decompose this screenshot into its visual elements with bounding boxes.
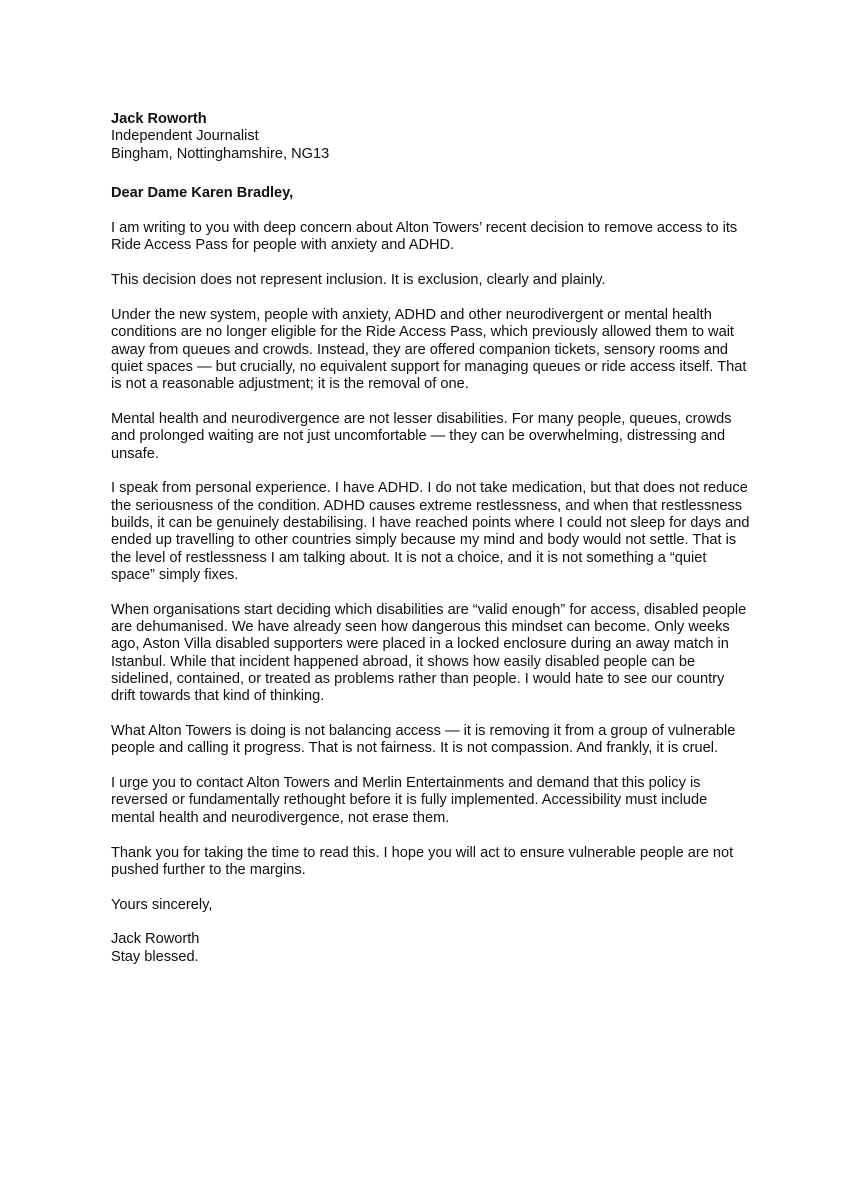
sender-address: Bingham, Nottinghamshire, NG13 xyxy=(111,145,330,162)
closing: Yours sincerely, xyxy=(111,897,213,914)
signature-signoff: Stay blessed. xyxy=(111,948,199,965)
paragraph-exclusion: This decision does not represent inclusion. It is exclusion, clearly and plainly. xyxy=(111,272,606,289)
paragraph-mental-health: Mental health and neurodivergence are not lesser disabilities. For many people, queues, crowds and prolonged waiting are not just uncomfortable — they can be overwhelming, distressing and unsafe. xyxy=(111,411,732,462)
letter-content xyxy=(111,111,751,966)
paragraph-dehumanised: When organisations start deciding which disabilities are “valid enough” for access, disabled people are dehumanised. We have already seen how dangerous this mindset can become. Only weeks ago, Aston Villa disabled supporters were placed in a locked enclosure during an away match in Istanbul. While that incident happened abroad, it shows how easily disabled people can be sidelined, contained, or treated as problems rather than people. I would hate to see our country drift towards that kind of thinking. xyxy=(111,601,747,705)
signature-name: Jack Roworth xyxy=(111,931,200,948)
paragraph-personal-experience: I speak from personal experience. I have ADHD. I do not take medication, but that does not reduce the seriousness of the condition. ADHD causes extreme restlessness, and when that restlessness builds, it can be genuinely destabilising. I have reached points where I could not sleep for days and ended up travelling to other countries simply because my mind and body would not settle. That is the level of restlessness I am talking about. It is not a choice, and it is not something a “quiet space” simply fixes. xyxy=(111,480,750,583)
salutation: Dear Dame Karen Bradley, xyxy=(111,184,294,201)
paragraph-urge: I urge you to contact Alton Towers and Merlin Entertainments and demand that this policy is reversed or fundamentally rethought before it is fully implemented. Accessibility must include mental health and neurodivergence, not erase them. xyxy=(111,775,708,826)
paragraph-intro: I am writing to you with deep concern about Alton Towers’ recent decision to remove access to its Ride Access Pass for people with anxiety and ADHD. xyxy=(111,220,738,254)
paragraph-thanks: Thank you for taking the time to read this. I hope you will act to ensure vulnerable people are not pushed further to the margins. xyxy=(111,844,734,878)
signature-block xyxy=(111,931,751,966)
sender-title: Independent Journalist xyxy=(111,128,259,145)
sender-name: Jack Roworth xyxy=(111,111,207,127)
sender-block xyxy=(111,111,751,163)
paragraph-not-balancing: What Alton Towers is doing is not balancing access — it is removing it from a group of vulnerable people and calling it progress. That is not fairness. It is not compassion. And frankly, it is cruel. xyxy=(111,723,736,757)
paragraph-new-system: Under the new system, people with anxiety, ADHD and other neurodivergent or mental health conditions are no longer eligible for the Ride Access Pass, which previously allowed them to wait away from queues and crowds. Instead, they are offered companion tickets, sensory rooms and quiet spaces — but crucially, no equivalent support for managing queues or ride access itself. That is not a reasonable adjustment; it is the removal of one. xyxy=(111,307,747,393)
